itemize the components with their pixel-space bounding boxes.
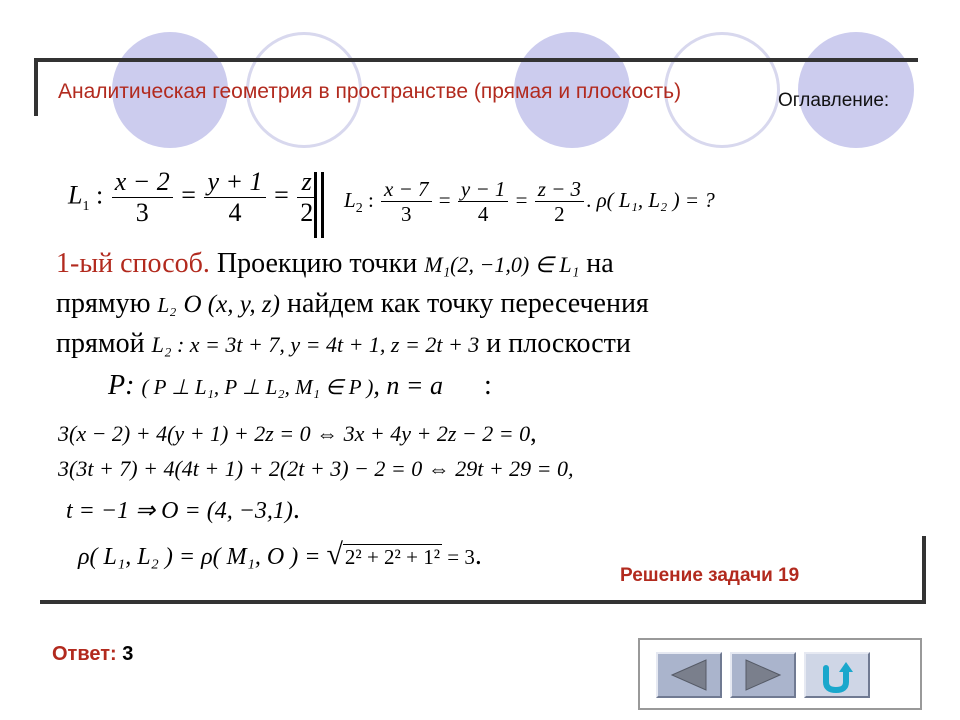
l1-name: L: [68, 180, 83, 210]
plane-colon: :: [483, 370, 492, 401]
method-line-3: [56, 328, 631, 360]
toc-link[interactable]: Оглавление:: [778, 90, 890, 111]
answer-value: 3: [122, 643, 134, 665]
equation-4-left: ρ( L₁, L₂ ) = ρ( M₁, O ) =: [78, 544, 327, 570]
plane-definition: [108, 370, 492, 402]
projection-point: O (x, y, z): [183, 291, 280, 318]
sqrt-content: 2² + 2² + 1²: [344, 545, 440, 569]
l2-num-y: y − 1: [458, 178, 509, 202]
method-text-3: прямую: [56, 288, 151, 319]
line-l2-label: L₂: [157, 293, 177, 317]
return-arrow-icon: [806, 654, 868, 696]
prev-button[interactable]: [656, 652, 722, 698]
frame-bottom-line: [40, 600, 926, 604]
method-line-1: [56, 248, 614, 280]
l1-den-y: 4: [228, 197, 242, 227]
method-text-1: Проекцию точки: [216, 248, 418, 279]
parallel-bar-left: [314, 172, 317, 238]
l2-name: L: [344, 187, 356, 212]
l2-den-y: 4: [477, 202, 489, 227]
plane-normal: , n = a: [373, 371, 443, 400]
plane-equation: [58, 418, 537, 448]
method-text-4: найдем как точку пересечения: [286, 288, 649, 319]
plane-label: P:: [108, 370, 135, 401]
next-arrow-icon: [732, 654, 794, 696]
equation-2: 3(3t + 7) + 4(4t + 1) + 2(2t + 3) − 2 = 0 ⇔ 29t + 29 = 0,: [58, 456, 574, 481]
frame-top-line: [34, 58, 918, 62]
answer-label: Ответ:: [52, 643, 117, 665]
l2-den-x: 3: [401, 202, 412, 227]
l1-num-x: x − 2: [112, 168, 173, 198]
frame-right-line: [922, 536, 926, 604]
next-button[interactable]: [730, 652, 796, 698]
substitution-equation: [58, 456, 574, 482]
l1-den-z: 2: [300, 197, 314, 227]
l1-num-z: z: [297, 168, 316, 198]
l2-num-z: z − 3: [535, 178, 584, 202]
solution-link[interactable]: Решение задачи 19: [620, 565, 800, 586]
prev-arrow-icon: [658, 654, 720, 696]
parametric-equations: L₂ : x = 3t + 7, y = 4t + 1, z = 2t + 3: [151, 332, 480, 357]
l2-sub: 2: [355, 201, 363, 217]
distance-result: [78, 538, 482, 572]
method-text-2: на: [586, 248, 614, 279]
solution-t: [66, 494, 300, 526]
equation-1: 3(x − 2) + 4(y + 1) + 2z = 0 ⇔ 3x + 4y + 2z − 2 = 0: [58, 421, 531, 446]
line-l2-equation: $L_2$ : $\frac{x - 7}{3}$ = $\frac{y - 1}{4}$ = $\frac{z - 3}{2}$ . ρ( L₁, L₂ ) = ?: [344, 177, 715, 227]
distance-question: ρ( L₁, L₂ ) = ?: [596, 187, 715, 212]
equation-4-end: .: [474, 540, 482, 571]
equation-1-end: ,: [530, 418, 537, 447]
equation-3: t = −1 ⇒ O = (4, −3,1): [66, 498, 293, 524]
method-text-5: прямой: [56, 328, 145, 359]
l1-sub: 1: [82, 198, 90, 214]
l2-num-x: x − 7: [381, 178, 432, 202]
method-label: 1-ый способ.: [56, 248, 210, 279]
sqrt-sign: √: [326, 538, 343, 571]
return-button[interactable]: [804, 652, 870, 698]
method-text-6: и плоскости: [486, 328, 631, 359]
l1-num-y: y + 1: [204, 168, 265, 198]
answer: [52, 643, 133, 666]
equation-3-end: .: [292, 494, 300, 525]
equation-4-right: = 3: [442, 545, 475, 569]
point-m1: M₁(2, −1,0) ∈ L₁: [424, 252, 580, 277]
parallel-bar-right: [321, 172, 324, 238]
line-l1-equation: $L_1$ : $\frac{x - 2}{3}$ = $\frac{y + 1}{4}$ = $\frac{z}{2}$: [68, 168, 318, 227]
l2-den-z: 2: [554, 202, 565, 227]
plane-conditions: ( P ⊥ L₁, P ⊥ L₂, M₁ ∈ P ): [141, 375, 374, 399]
decor-circle-4: [664, 32, 780, 148]
method-line-2: [56, 288, 649, 320]
frame-left-line: [34, 58, 38, 116]
slide-title: Аналитическая геометрия в пространстве (прямая и плоскость): [58, 80, 682, 103]
l1-den-x: 3: [135, 197, 149, 227]
